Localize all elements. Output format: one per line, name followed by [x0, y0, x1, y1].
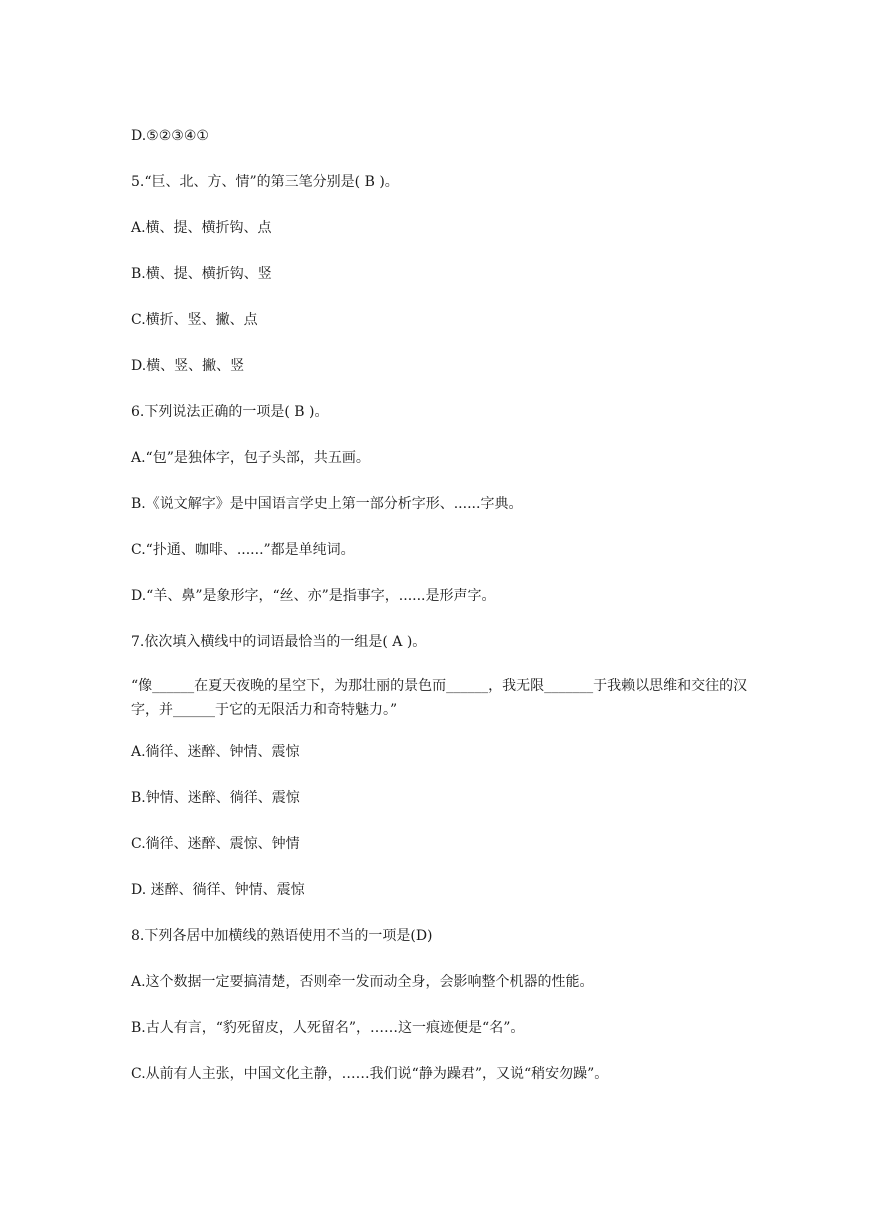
q6-option-c: C.“扑通、咖啡、......”都是单纯词。 [131, 542, 355, 558]
q8-option-c: C.从前有人主张，中国文化主静，……我们说“静为躁君”，又说“稍安勿躁”。 [131, 1066, 609, 1082]
q5-option-b: B.横、提、横折钩、竖 [131, 266, 272, 282]
q6-option-b: B.《说文解字》是中国语言学史上第一部分析字形、......字典。 [131, 496, 523, 512]
q6-option-d: D.“羊、鼻”是象形字，“丝、亦”是指事字，......是形声字。 [131, 588, 496, 604]
q6-option-a: A.“包”是独体字，包子头部，共五画。 [131, 450, 370, 466]
q7-passage: “像______在夏天夜晚的星空下，为那壮丽的景色而______，我无限_______于我赖以思维和交往的汉字，并______于它的无限活力和奇特魅力。” [131, 678, 748, 718]
q6-question: 6.下列说法正确的一项是( B )。 [131, 404, 329, 420]
q5-option-d: D.横、竖、撇、竖 [131, 358, 245, 374]
q8-option-a: A.这个数据一定要搞清楚，否则牵一发而动全身，会影响整个机器的性能。 [131, 974, 594, 990]
q8-question: 8.下列各居中加横线的熟语使用不当的一项是(D) [131, 928, 433, 944]
q7-option-d: D. 迷醉、徜徉、钟情、震惊 [131, 882, 305, 898]
q5-option-c: C.横折、竖、撇、点 [131, 312, 258, 328]
q7-option-b: B.钟情、迷醉、徜徉、震惊 [131, 790, 300, 806]
q8-option-b: B.古人有言，“豹死留皮，人死留名”，……这一痕迹便是“名”。 [131, 1020, 525, 1036]
q7-question: 7.依次填入横线中的词语最恰当的一组是( A )。 [131, 634, 427, 650]
q7-option-a: A.徜徉、迷醉、钟情、震惊 [131, 744, 300, 760]
q4-option-d: D.⑤②③④① [131, 128, 209, 144]
q5-question: 5.“巨、北、方、情”的第三笔分别是( B )。 [131, 174, 399, 190]
q5-option-a: A.横、提、横折钩、点 [131, 220, 272, 236]
q7-option-c: C.徜徉、迷醉、震惊、钟情 [131, 836, 300, 852]
